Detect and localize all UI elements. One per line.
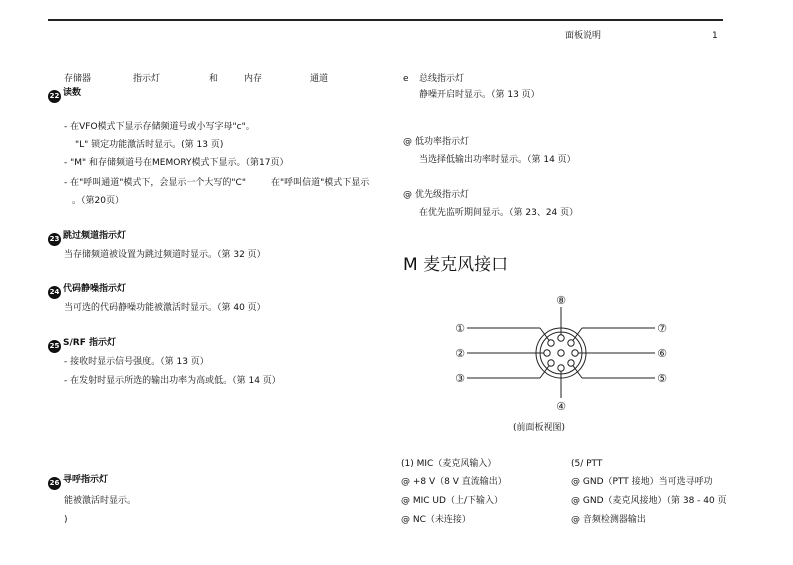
pin-2 xyxy=(544,350,550,356)
item25-number: 25 xyxy=(48,340,61,353)
right-low-title: 低功率指示灯 xyxy=(415,137,470,147)
item24-number: 24 xyxy=(48,286,61,299)
item22-title-col2: 指示灯 xyxy=(133,74,161,84)
pin-5 xyxy=(568,360,574,366)
item22-bullet1: - 在VFO模式下显示存储频道号或小写字母"c"。 xyxy=(64,122,255,132)
label-pin-7: ⑦ xyxy=(657,322,667,335)
item26-text: 能被激活时显示。 xyxy=(64,496,137,506)
label-pin-1: ① xyxy=(455,322,465,335)
right-low-text: 当选择低输出功率时显示。（第 14 页） xyxy=(419,155,576,165)
item25-title: S/RF 指示灯 xyxy=(63,338,116,348)
label-pin-6: ⑥ xyxy=(657,347,667,360)
item22-title-col4: 内存 xyxy=(244,74,263,84)
right-e-label: e xyxy=(403,74,409,84)
item24-title: 代码静噪指示灯 xyxy=(63,284,127,294)
pin-4 xyxy=(558,365,564,371)
right-pri-text: 在优先监听期间显示。（第 23、24 页） xyxy=(419,208,579,218)
pin-3 xyxy=(548,360,554,366)
right-pri-title: 优先级指示灯 xyxy=(415,190,470,200)
item22-bullet5: 。（第20页） xyxy=(72,196,124,206)
item22-bullet4b: 在"呼叫信道"模式下显示 xyxy=(271,178,370,188)
item22-bullet3: - "M" 和存储频道号在MEMORY模式下显示。（第17页） xyxy=(64,158,289,168)
header-section: 面板说明 xyxy=(565,31,602,41)
item23-title: 跳过频道指示灯 xyxy=(63,231,127,241)
item26-title: 寻呼指示灯 xyxy=(63,475,109,485)
pin-list-right-2: @ GND（PTT 接地）当可选寻呼功 xyxy=(571,477,713,487)
pin-8 xyxy=(558,335,564,341)
connector-caption: (前面板视图) xyxy=(513,423,566,433)
pin-list-left-3: @ MIC UD（上/下输入） xyxy=(401,496,503,506)
item22-number: 22 xyxy=(48,90,61,103)
item25-bullet2: - 在发射时显示所选的输出功率为高或低。（第 14 页） xyxy=(64,376,281,386)
item22-title2: 读数 xyxy=(63,88,82,98)
right-pri-label: @ xyxy=(403,190,412,200)
item23-text: 当存储频道被设置为跳过频道时显示。（第 32 页） xyxy=(64,250,266,260)
pin-list-left-4: @ NC（未连接） xyxy=(401,515,471,525)
item26-extra: ) xyxy=(64,515,68,525)
pin-list-right-4: @ 音频检测器输出 xyxy=(571,515,646,525)
pin-list-left-1: (1) MIC（麦克风输入） xyxy=(401,459,497,469)
right-e-text: 静噪开启时显示。（第 13 页） xyxy=(419,90,540,100)
item22-title-col3: 和 xyxy=(209,74,219,84)
label-pin-4: ④ xyxy=(556,400,566,413)
right-e-title: 总线指示灯 xyxy=(419,74,465,84)
item22-bullet2: "L" 锁定功能激活时显示。(第 13 页) xyxy=(75,140,224,150)
label-pin-2: ② xyxy=(455,347,465,360)
right-low-label: @ xyxy=(403,137,412,147)
item25-bullet1: - 接收时显示信号强度。（第 13 页） xyxy=(64,357,209,367)
page-number: 1 xyxy=(712,31,718,41)
pin-6 xyxy=(572,350,578,356)
item26-number: 26 xyxy=(48,477,61,490)
label-pin-8: ⑧ xyxy=(556,294,566,307)
pin-list-right-3: @ GND（麦克风接地）（第 38 - 40 页 xyxy=(571,496,727,506)
label-pin-3: ③ xyxy=(455,372,465,385)
section-heading: M 麦克风接口 xyxy=(403,255,509,275)
item22-title-col1: 存储器 xyxy=(64,74,92,84)
pin-7 xyxy=(568,340,574,346)
item22-bullet4: - 在"呼叫通道"模式下，会显示一个大写的"C" xyxy=(64,178,246,188)
pin-center xyxy=(558,350,564,356)
pin-1 xyxy=(548,340,554,346)
item22-title-col5: 通道 xyxy=(310,74,329,84)
pin-list-right-1: (5/ PTT xyxy=(571,459,603,469)
label-pin-5: ⑤ xyxy=(657,372,667,385)
item24-text: 当可选的代码静噪功能被激活时显示。（第 40 页） xyxy=(64,303,266,313)
pin-list-left-2: @ +8 V（8 V 直流输出） xyxy=(401,477,507,487)
item23-number: 23 xyxy=(48,233,61,246)
